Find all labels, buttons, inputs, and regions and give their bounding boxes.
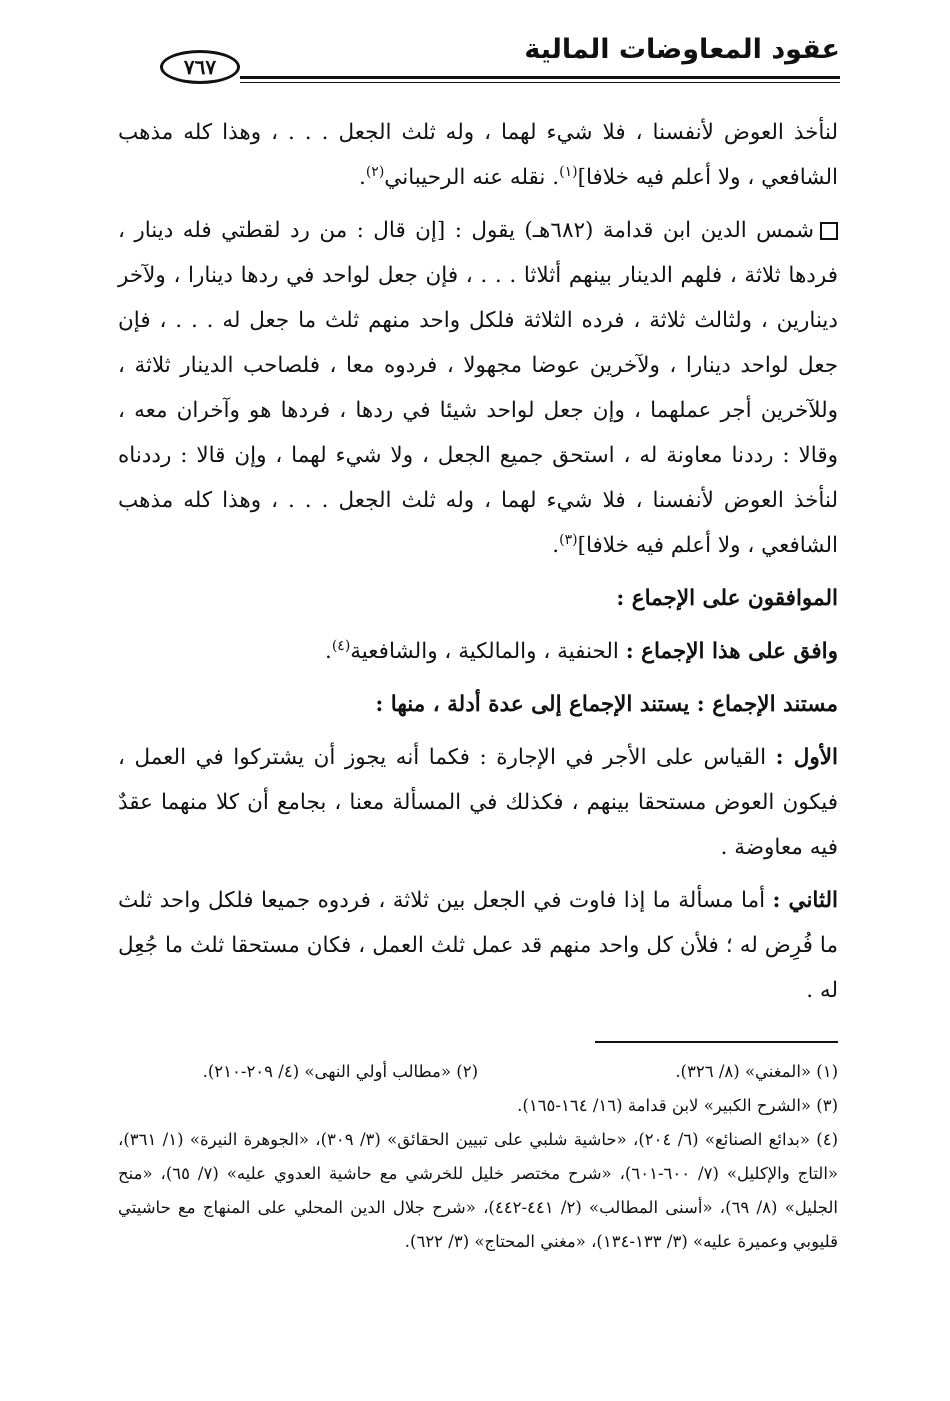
header-rule xyxy=(240,76,840,79)
paragraph-text: . xyxy=(324,639,332,664)
page-number: ٧٦٧ xyxy=(160,50,240,84)
footnotes xyxy=(118,1055,838,1259)
paragraph-5 xyxy=(118,878,838,1013)
page-header xyxy=(160,28,840,90)
footnote-2: (٢) «مطالب أولي النهى» (٤/ ٢٠٩-٢١٠). xyxy=(202,1062,478,1081)
square-bullet-icon xyxy=(820,222,838,240)
running-title: عقود المعاوضات المالية xyxy=(524,34,840,65)
paragraph-text: شمس الدين ابن قدامة (٦٨٢هـ) يقول : [إن قال : من رد لقطتي فله دينار ، فردها ثلاثة ، فلهم الدينار بينهم أثلاثا . . . ، فإن جعل لواحد في ردها دينارا ، ولآخر دينارين ، ولثالث ثلاثة ، فرده الثلاثة فلكل واحد منهم ثلث ما جعل له . . . ، فإن جعل لواحد دينارا ، ولآخرين عوضا مجهولا ، فردوه معا ، فلصاحب الدينار ثلاثة ، وللآخرين أجر عملهما ، وإن جعل لواحد شيئا في ردها ، فردها هو وآخران معه ، وقالا : رددنا معاونة له ، استحق جميع الجعل ، ولا شيء لهما ، وإن قالا : رددناه لنأخذ العوض لأنفسنا ، فلا شيء لهما ، وله ثلث الجعل . . . ، وهذا كله مذهب الشافعي ، ولا أعلم فيه خلافا] xyxy=(118,218,838,558)
paragraph-text: . xyxy=(358,165,366,190)
footnote-4: (٤) «بدائع الصنائع» (٦/ ٢٠٤)، «حاشية شلبي على تبيين الحقائق» (٣/ ٣٠٩)، «الجوهرة النيرة» (١/ ٣٦١)، «التاج والإكليل» (٧/ ٦٠٠-٦٠١)، «شرح مختصر خليل للخرشي مع حاشية العدوي عليه» (٧/ ٦٥)، «منح الجليل» (٨/ ٦٩)، «أسنى المطالب» (٢/ ٤٤١-٤٤٢)، «شرح جلال الدين المحلي على المنهاج مع حاشيتي قليوبي وعميرة عليه» (٣/ ١٣٣-١٣٤)، «مغني المحتاج» (٣/ ٦٢٢). xyxy=(118,1130,839,1251)
paragraph-text: . xyxy=(552,533,560,558)
main-text xyxy=(118,110,838,1021)
paragraph-3 xyxy=(118,629,838,674)
paragraph-text: . نقله عنه الرحيباني xyxy=(384,165,560,190)
footnote-row xyxy=(118,1055,838,1089)
footnote-1: (١) «المغني» (٨/ ٣٢٦). xyxy=(675,1062,838,1081)
section-heading: مستند الإجماع : يستند الإجماع إلى عدة أدلة ، منها : xyxy=(375,692,838,717)
paragraph-text: أما مسألة ما إذا فاوت في الجعل بين ثلاثة ، فردوه جميعا فلكل واحد ثلث ما فُرِض له ؛ فلأن كل واحد منهم قد عمل ثلث العمل ، فكان مستحقا ثلث ما جُعِل له . xyxy=(118,888,838,1003)
header-rule-thin xyxy=(240,82,840,83)
paragraph-text: القياس على الأجر في الإجارة : فكما أنه يجوز أن يشتركوا في العمل ، فيكون العوض مستحقا بينهم ، فكذلك في المسألة معنا ، بجامع أن كلا منهما عقدٌ فيه معاوضة . xyxy=(118,745,838,860)
paragraph-lead: الثاني : xyxy=(772,888,838,913)
paragraph-lead: وافق على هذا الإجماع : xyxy=(625,639,838,664)
paragraph-text: الحنفية ، والمالكية ، والشافعية xyxy=(350,639,626,664)
paragraph-text: لنأخذ العوض لأنفسنا ، فلا شيء لهما ، وله ثلث الجعل . . . ، وهذا كله مذهب الشافعي ، ولا أعلم فيه خلافا] xyxy=(118,120,838,190)
footnote-ref: (٢) xyxy=(365,163,385,180)
footnote-ref: (٤) xyxy=(331,637,351,654)
footnote-ref: (٣) xyxy=(559,531,578,548)
paragraph-1 xyxy=(118,110,838,200)
footnote-ref: (١) xyxy=(559,163,578,180)
footnote-3: (٣) «الشرح الكبير» لابن قدامة (١٦/ ١٦٤-١٦٥). xyxy=(517,1096,838,1115)
paragraph-2 xyxy=(118,208,838,568)
section-heading: الموافقون على الإجماع : xyxy=(616,586,838,611)
paragraph-4 xyxy=(118,735,838,870)
paragraph-lead: الأول : xyxy=(775,745,838,770)
footnote-separator xyxy=(595,1041,838,1043)
